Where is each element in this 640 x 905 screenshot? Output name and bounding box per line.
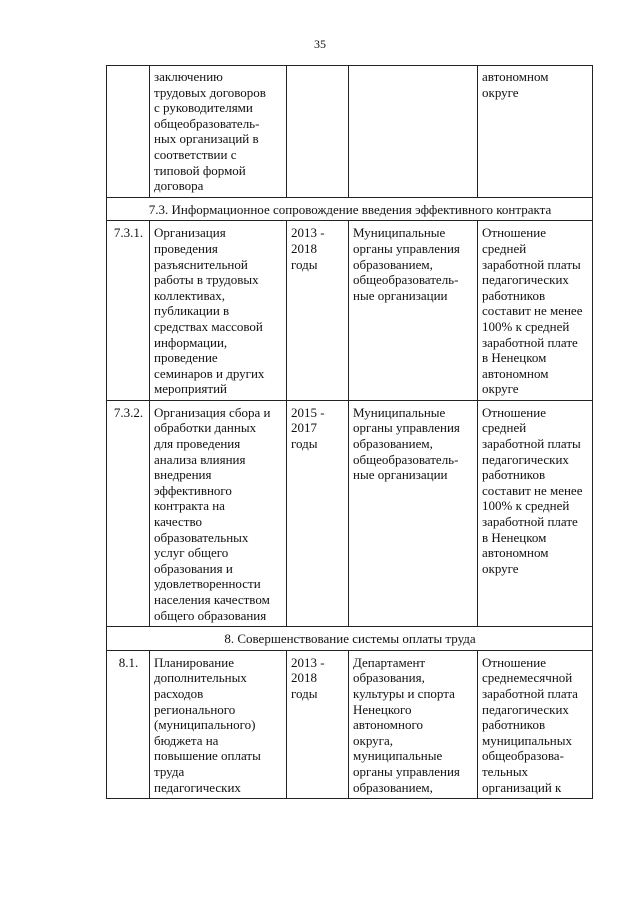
section-header-row	[107, 627, 593, 651]
cell-line: автономном	[482, 69, 549, 84]
cell-line: образованием,	[353, 256, 433, 272]
cell-line: с руководителями	[154, 100, 253, 116]
cell-line: Организация сбора и	[154, 404, 271, 420]
cell-line: заработной плате	[482, 334, 578, 350]
cell-line: разъяснительной	[154, 256, 248, 272]
cell-line: округе	[482, 84, 519, 100]
cell-line: типовой формой	[154, 162, 246, 178]
executor-cell	[349, 221, 478, 401]
cell-line: образованием,	[353, 436, 433, 452]
executor-cell	[349, 650, 478, 798]
cell-line: среднемесячной	[482, 670, 573, 686]
cell-line: 2013 -	[291, 225, 325, 241]
cell-line: публикации в	[154, 303, 230, 319]
cell-line: (муниципального)	[154, 717, 256, 733]
cell-line: общеобразователь-	[353, 272, 459, 288]
period-cell	[287, 66, 349, 198]
cell-line: муниципальные	[353, 748, 443, 764]
cell-line: общеобразователь-	[154, 115, 260, 131]
cell-line: средней	[482, 240, 527, 256]
cell-line: органы управления	[353, 420, 460, 436]
result-cell	[478, 400, 593, 626]
cell-line: округе	[482, 560, 519, 576]
cell-line: работников	[482, 717, 546, 733]
cell-line: в Ненецком	[482, 529, 547, 545]
period-cell	[287, 221, 349, 401]
cell-line: регионального	[154, 701, 236, 717]
cell-line: общеобразователь-	[353, 451, 459, 467]
cell-line: соответствии с	[154, 146, 237, 162]
cell-line: ных организаций в	[154, 131, 259, 147]
cell-line: образования и	[154, 560, 233, 576]
section-heading: 8. Совершенствование системы оплаты труда	[107, 627, 593, 651]
cell-line: анализа влияния	[154, 451, 246, 467]
result-cell	[478, 650, 593, 798]
result-cell	[478, 221, 593, 401]
page-number: 35	[314, 37, 326, 51]
cell-line: 2013 -	[291, 654, 325, 670]
cell-line: Отношение	[482, 654, 546, 670]
cell-line: услуг общего	[154, 545, 229, 561]
cell-line: педагогических	[482, 451, 569, 467]
cell-line: проведение	[154, 350, 218, 366]
cell-line: органы управления	[353, 240, 460, 256]
cell-line: округе	[482, 381, 519, 397]
result-cell	[478, 66, 593, 198]
cell-line: повышение оплаты	[154, 748, 261, 764]
cell-line: заработной платы	[482, 436, 581, 452]
cell-line: Планирование	[154, 654, 234, 670]
cell-line: дополнительных	[154, 670, 247, 686]
cell-line: Организация	[154, 225, 226, 241]
executor-cell	[349, 400, 478, 626]
row-number-cell: 7.3.1.	[107, 221, 150, 401]
cell-line: тельных	[482, 763, 529, 779]
row-number-cell: 8.1.	[107, 650, 150, 798]
section-heading: 7.3. Информационное сопровождение введения эффективного контракта	[107, 197, 593, 221]
cell-line: в Ненецком	[482, 350, 547, 366]
measure-cell	[150, 221, 287, 401]
cell-line: составит не менее	[482, 303, 583, 319]
cell-line: информации,	[154, 334, 228, 350]
cell-line: заработной плате	[482, 514, 578, 530]
row-number-cell: 7.3.2.	[107, 400, 150, 626]
cell-line: заключению	[154, 69, 223, 84]
cell-line: удовлетворенности	[154, 576, 261, 592]
cell-line: труда	[154, 763, 185, 779]
period-cell	[287, 400, 349, 626]
cell-line: проведения	[154, 240, 218, 256]
cell-line: расходов	[154, 685, 204, 701]
cell-line: годы	[291, 436, 318, 452]
measure-cell	[150, 400, 287, 626]
period-cell	[287, 650, 349, 798]
cell-line: бюджета на	[154, 732, 219, 748]
cell-line: договора	[154, 178, 204, 194]
cell-line: 100% к средней	[482, 498, 570, 514]
cell-line: 2018	[291, 240, 317, 256]
cell-line: педагогических	[154, 779, 241, 795]
cell-line: средней	[482, 420, 527, 436]
cell-line: педагогических	[482, 272, 569, 288]
table-row	[107, 400, 593, 626]
cell-line: 2017	[291, 420, 317, 436]
continuation-row	[107, 66, 593, 198]
cell-line: работы в трудовых	[154, 272, 259, 288]
cell-line: для проведения	[154, 436, 241, 452]
cell-line: округа,	[353, 732, 393, 748]
cell-line: образованием,	[353, 779, 433, 795]
cell-line: трудовых договоров	[154, 84, 266, 100]
cell-line: 2015 -	[291, 404, 325, 420]
cell-line: контракта на	[154, 498, 225, 514]
cell-line: органы управления	[353, 763, 460, 779]
cell-line: заработной платы	[482, 256, 581, 272]
cell-line: внедрения	[154, 467, 212, 483]
cell-line: 2018	[291, 670, 317, 686]
cell-line: Отношение	[482, 404, 546, 420]
table-row	[107, 221, 593, 401]
cell-line: Департамент	[353, 654, 426, 670]
cell-line: мероприятий	[154, 381, 227, 397]
cell-line: Ненецкого	[353, 701, 412, 717]
cell-line: педагогических	[482, 701, 569, 717]
cell-line: 100% к средней	[482, 318, 570, 334]
cell-line: образования,	[353, 670, 425, 686]
row-number-cell	[107, 66, 150, 198]
section-header-row	[107, 197, 593, 221]
cell-line: качество	[154, 514, 203, 530]
cell-line: Муниципальные	[353, 404, 446, 420]
cell-line: культуры и спорта	[353, 685, 455, 701]
cell-line: работников	[482, 287, 546, 303]
cell-line: составит не менее	[482, 482, 583, 498]
cell-line: годы	[291, 256, 318, 272]
cell-line: Муниципальные	[353, 225, 446, 241]
measures-table	[106, 65, 593, 799]
cell-line: общеобразова-	[482, 748, 564, 764]
cell-line: ные организации	[353, 467, 448, 483]
cell-line: автономного	[353, 717, 423, 733]
cell-line: автономном	[482, 365, 549, 381]
cell-line: Отношение	[482, 225, 546, 241]
measure-cell	[150, 66, 287, 198]
cell-line: обработки данных	[154, 420, 257, 436]
cell-line: средствах массовой	[154, 318, 263, 334]
measure-cell	[150, 650, 287, 798]
cell-line: организаций к	[482, 779, 562, 795]
cell-line: автономном	[482, 545, 549, 561]
cell-line: общего образования	[154, 607, 267, 623]
cell-line: коллективах,	[154, 287, 225, 303]
cell-line: образовательных	[154, 529, 249, 545]
cell-line: работников	[482, 467, 546, 483]
cell-line: заработной плата	[482, 685, 578, 701]
cell-line: ные организации	[353, 287, 448, 303]
executor-cell	[349, 66, 478, 198]
cell-line: годы	[291, 685, 318, 701]
cell-line: населения качеством	[154, 592, 270, 607]
table-row	[107, 650, 593, 798]
cell-line: семинаров и других	[154, 365, 265, 381]
cell-line: эффективного	[154, 482, 232, 498]
cell-line: муниципальных	[482, 732, 573, 748]
